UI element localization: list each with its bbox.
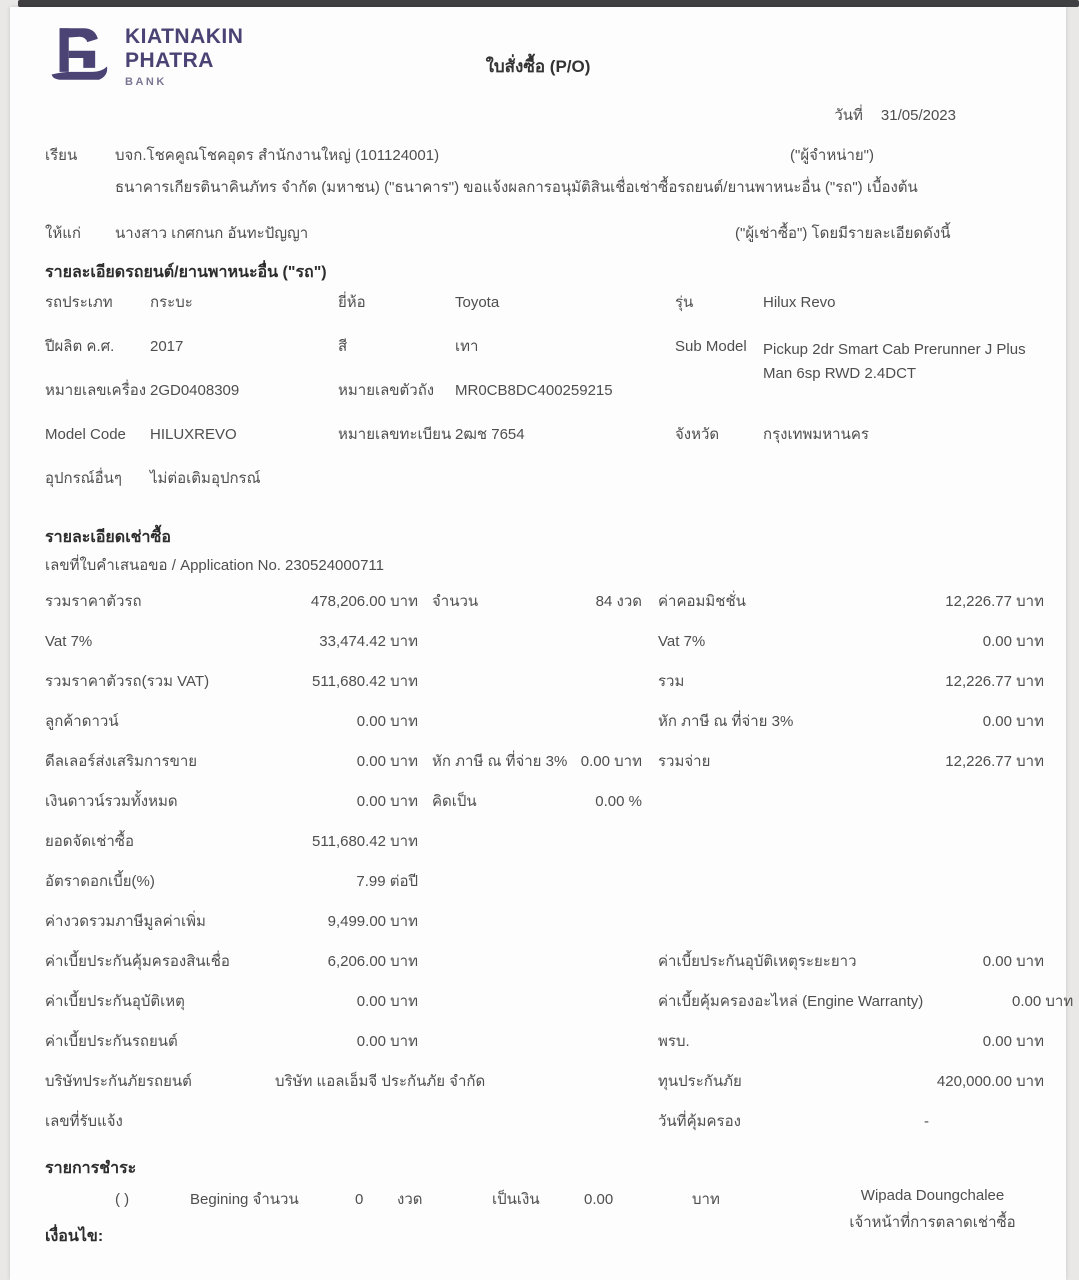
field-label: หมายเลขตัวถัง (338, 382, 435, 400)
dealer-role: ("ผู้จำหน่าย") (790, 147, 874, 164)
document-page (10, 7, 1074, 1280)
finance-row (45, 913, 1044, 953)
field-label: ค่าเบี้ยคุ้มครองอะไหล่ (Engine Warranty) (658, 993, 924, 1011)
field-value: MR0CB8DC400259215 (455, 382, 613, 400)
field-value: Toyota (455, 294, 500, 312)
field-value: เทา (455, 338, 479, 356)
finance-row (45, 1073, 1044, 1113)
field-value: 511,680.42 บาท (312, 833, 418, 851)
date-label: วันที่ (834, 107, 863, 124)
field-label: ค่าเบี้ยประกันรถยนต์ (45, 1033, 178, 1051)
field-label: รวมจ่าย (658, 753, 711, 771)
field-value: 0.00 บาท (356, 1033, 418, 1051)
conditions-label: เงื่อนไข: (45, 1227, 104, 1245)
field-label: อัตราดอกเบี้ย(%) (45, 873, 155, 891)
field-label: ทุนประกันภัย (658, 1073, 742, 1091)
vehicle-row (45, 426, 1044, 470)
field-value: 0.00 บาท (982, 713, 1044, 731)
field-label: Vat 7% (658, 633, 706, 651)
field-value: 0.00 บาท (982, 633, 1044, 651)
field-label: รวมราคาตัวรถ(รวม VAT) (45, 673, 210, 691)
field-value: - (924, 1113, 929, 1131)
field-label: สี (338, 338, 348, 356)
bank-name-line1: KIATNAKIN (125, 25, 244, 48)
field-value: 2017 (150, 338, 184, 356)
field-label: ปีผลิต ค.ศ. (45, 338, 115, 356)
field-value: 420,000.00 บาท (936, 1073, 1044, 1091)
field-label: ดีลเลอร์ส่งเสริมการขาย (45, 753, 198, 771)
announcement-line: ธนาคารเกียรตินาคินภัทร จำกัด (มหาชน) ("ธนาคาร") ขอแจ้งผลการอนุมัติสินเชื่อเช่าซื้อรถยนต์/ยานพาหนะอื่น ("รถ") เบื้องต้น (115, 179, 918, 196)
field-label: วันที่คุ้มครอง (658, 1113, 741, 1131)
finance-row (45, 953, 1044, 993)
field-label: Vat 7% (45, 633, 93, 651)
finance-row (45, 593, 1044, 633)
field-value: 6,206.00 บาท (327, 953, 418, 971)
field-label: ค่าเบี้ยประกันอุบัติเหตุ (45, 993, 185, 1011)
field-value: 0.00 บาท (356, 713, 418, 731)
field-label: รวม (658, 673, 685, 691)
field-value: 12,226.77 บาท (945, 753, 1044, 771)
field-value: ไม่ต่อเติมอุปกรณ์ (150, 470, 261, 488)
payment-label: Begining จำนวน (190, 1190, 299, 1208)
field-label: Sub Model (675, 338, 747, 356)
field-label: รถประเภท (45, 294, 113, 312)
field-label: อุปกรณ์อื่นๆ (45, 470, 122, 488)
field-value: 511,680.42 บาท (312, 673, 418, 691)
vehicle-section-title: รายละเอียดรถยนต์/ยานพาหนะอื่น ("รถ") (45, 264, 327, 281)
field-label: หมายเลขเครื่อง (45, 382, 147, 400)
payment-amount: 0.00 (584, 1190, 614, 1208)
finance-row (45, 833, 1044, 873)
document-content (10, 7, 1074, 1246)
field-value: 0.00 บาท (580, 753, 642, 771)
vehicle-row (45, 382, 1044, 426)
field-label: บริษัทประกันภัยรถยนต์ (45, 1073, 192, 1091)
to-label: เรียน (45, 147, 78, 164)
finance-row (45, 993, 1074, 1033)
field-label: เงินดาวน์รวมทั้งหมด (45, 793, 178, 811)
finance-row (45, 633, 1044, 673)
field-label: หัก ภาษี ณ ที่จ่าย 3% (432, 753, 568, 771)
signature-name: Wipada Doungchalee (860, 1186, 1005, 1204)
finance-row (45, 793, 1044, 833)
finance-row (45, 1033, 1044, 1073)
field-value: 84 งวด (595, 593, 642, 611)
finance-row (45, 713, 1044, 753)
field-value: กระบะ (150, 294, 193, 312)
finance-row (45, 1113, 1044, 1153)
field-value: 0.00 บาท (356, 753, 418, 771)
finance-row (45, 873, 1044, 913)
dealer-line (45, 147, 1044, 165)
field-label: หมายเลขทะเบียน (338, 426, 452, 444)
field-label: Model Code (45, 426, 126, 444)
field-label: จังหวัด (675, 426, 720, 444)
field-value: 2GD0408309 (150, 382, 240, 400)
field-value: 12,226.77 บาท (945, 673, 1044, 691)
signature-title: เจ้าหน้าที่การตลาดเช่าซื้อ (849, 1213, 1016, 1231)
payment-amount-unit: บาท (692, 1190, 720, 1208)
field-label: หัก ภาษี ณ ที่จ่าย 3% (658, 713, 794, 731)
vehicle-row (45, 338, 1044, 382)
payment-count-unit: งวด (397, 1190, 423, 1208)
vehicle-row (45, 470, 1044, 514)
field-value: 0.00 บาท (982, 953, 1044, 971)
field-value: Hilux Revo (763, 294, 836, 312)
field-label: ค่าเบี้ยประกันคุ้มครองสินเชื่อ (45, 953, 230, 971)
field-value: 0.00 % (595, 793, 642, 811)
field-value: บริษัท แอลเอ็มจี ประกันภัย จำกัด (275, 1073, 486, 1091)
field-label: เลขที่รับแจ้ง (45, 1113, 123, 1131)
field-value: 33,474.42 บาท (319, 633, 418, 651)
date-value: 31/05/2023 (880, 107, 956, 124)
field-label: รวมราคาตัวรถ (45, 593, 142, 611)
signature-block (815, 1187, 1050, 1232)
photo-top-edge (18, 0, 1079, 7)
bank-name-line2: PHATRA (125, 49, 214, 72)
customer-role: ("ผู้เช่าซื้อ") โดยมีรายละเอียดดังนี้ (735, 225, 951, 242)
field-label: ค่างวดรวมภาษีมูลค่าเพิ่ม (45, 913, 206, 931)
payment-section-title: รายการชำระ (45, 1160, 137, 1178)
field-label: ค่าคอมมิชชั่น (658, 593, 746, 611)
field-value: 9,499.00 บาท (327, 913, 418, 931)
footer (45, 1186, 1044, 1246)
dealer-name: บจก.โชคคูณโชคอุดร สำนักงานใหญ่ (101124001) (115, 147, 440, 164)
customer-line (45, 225, 1044, 243)
field-label: จำนวน (432, 593, 479, 611)
field-value: 2ฒช 7654 (455, 426, 525, 444)
field-label: ยี่ห้อ (338, 294, 366, 312)
customer-name: นางสาว เกศกนก อันทะปัญญา (115, 225, 309, 242)
field-value: 0.00 บาท (356, 793, 418, 811)
finance-row (45, 673, 1044, 713)
date-line (45, 107, 1044, 125)
payment-count: 0 (355, 1190, 364, 1208)
field-label: ยอดจัดเช่าซื้อ (45, 833, 134, 851)
application-no-value: 230524000711 (285, 557, 384, 575)
field-label: พรบ. (658, 1033, 690, 1051)
checkbox-empty: ( ) (115, 1190, 130, 1208)
field-label: ค่าเบี้ยประกันอุบัติเหตุระยะยาว (658, 953, 857, 971)
field-value: 0.00 บาท (356, 993, 418, 1011)
vehicle-row (45, 294, 1044, 338)
field-value: 7.99 ต่อปี (356, 873, 418, 891)
field-value: HILUXREVO (150, 426, 237, 444)
bank-logo-icon (45, 23, 111, 89)
page-title: ใบสั่งซื้อ (P/O) (485, 57, 591, 76)
hire-section-title: รายละเอียดเช่าซื้อ (45, 529, 171, 547)
payment-amount-label: เป็นเงิน (492, 1190, 540, 1208)
field-label: รุ่น (675, 294, 694, 312)
field-label: คิดเป็น (432, 793, 477, 811)
finance-row (45, 753, 1044, 793)
application-no-row (45, 557, 1044, 581)
field-value: 0.00 บาท (982, 1033, 1044, 1051)
field-value: Pickup 2dr Smart Cab Prerunner J Plus Man 6sp RWD 2.4DCT (763, 341, 1026, 383)
field-label: ลูกค้าดาวน์ (45, 713, 119, 731)
field-value: 12,226.77 บาท (945, 593, 1044, 611)
field-value: 0.00 บาท (1012, 993, 1074, 1011)
field-value: กรุงเทพมหานคร (763, 426, 869, 444)
for-label: ให้แก่ (45, 225, 81, 242)
bank-name-line3: BANK (125, 76, 167, 88)
application-no-label: เลขที่ใบคำเสนอขอ / Application No. (45, 557, 281, 575)
field-value: 478,206.00 บาท (310, 593, 418, 611)
